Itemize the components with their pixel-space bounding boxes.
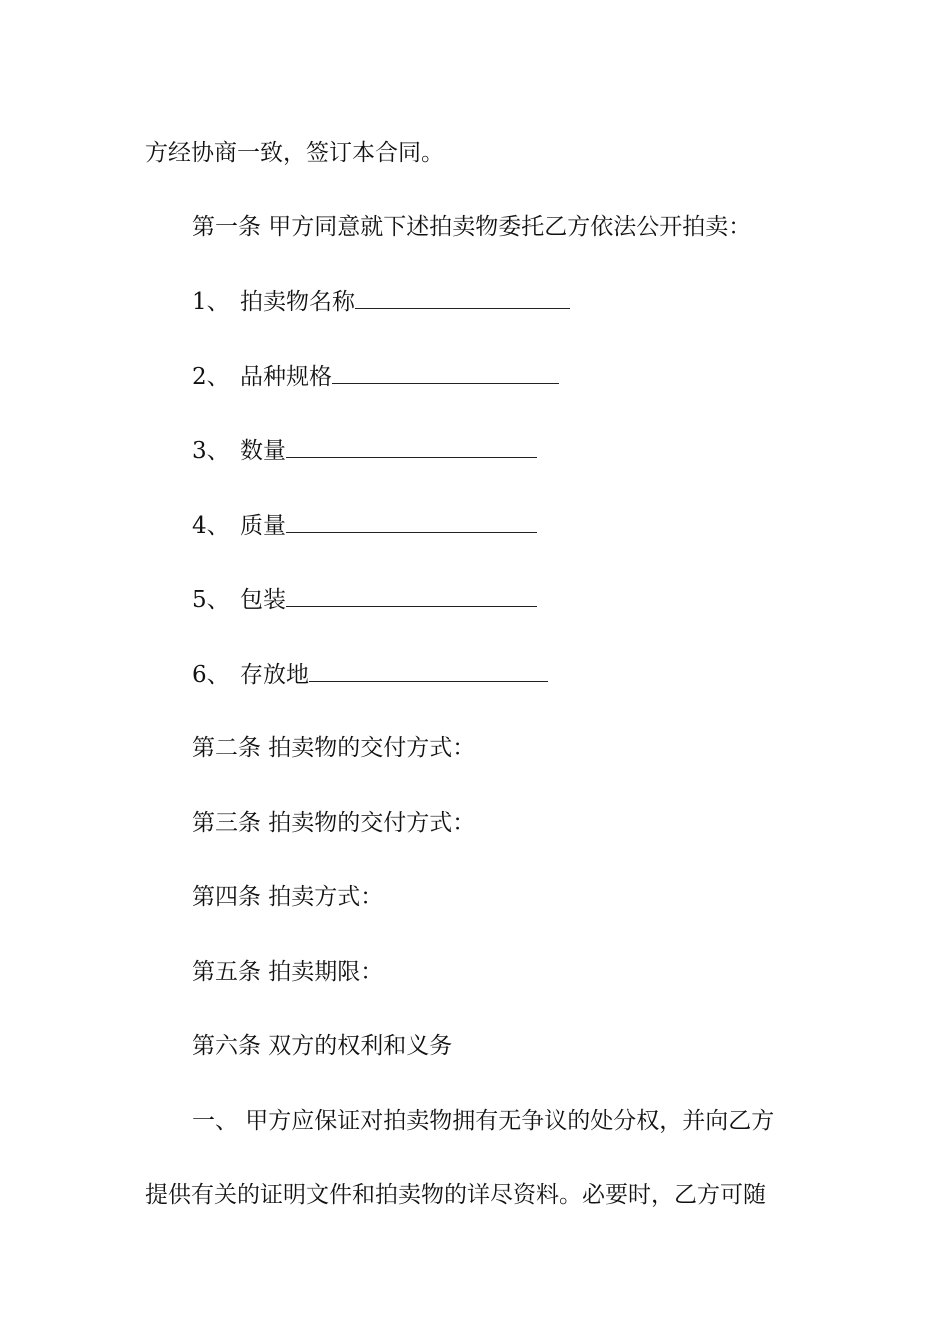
list-item [192,286,570,317]
item-number: 1、 [192,289,230,315]
article-6-text: 第六条 双方的权利和义务 [192,1033,453,1059]
item-label: 包装 [240,587,286,613]
fill-in-blank [355,286,570,309]
item-label: 数量 [240,438,286,464]
article-1-text: 第一条 甲方同意就下述拍卖物委托乙方依法公开拍卖： [192,214,752,240]
item-label: 存放地 [240,662,309,688]
list-item [192,584,537,615]
fill-in-blank [286,584,537,607]
item-label: 品种规格 [240,364,332,390]
article-5-text: 第五条 拍卖期限： [192,959,384,985]
fill-in-blank [286,435,537,458]
list-item [192,435,537,466]
item-number: 3、 [192,438,230,464]
item-number: 4、 [192,513,230,539]
item-number: 6、 [192,662,230,688]
item-number: 5、 [192,587,230,613]
list-item [192,659,548,690]
item-label: 拍卖物名称 [240,289,355,315]
item-label: 质量 [240,513,286,539]
list-item [192,361,559,392]
fill-in-blank [286,510,537,533]
article-2-text: 第二条 拍卖物的交付方式： [192,735,476,761]
list-item [192,510,537,541]
clause-1-line-1: 一、 甲方应保证对拍卖物拥有无争议的处分权，并向乙方 [192,1108,775,1134]
item-number: 2、 [192,364,230,390]
fill-in-blank [309,659,548,682]
article-4-text: 第四条 拍卖方式： [192,884,384,910]
article-3-text: 第三条 拍卖物的交付方式： [192,810,476,836]
intro-tail-text: 方经协商一致，签订本合同。 [145,140,444,166]
fill-in-blank [332,361,559,384]
clause-1-line-2: 提供有关的证明文件和拍卖物的详尽资料。必要时，乙方可随 [145,1182,766,1208]
